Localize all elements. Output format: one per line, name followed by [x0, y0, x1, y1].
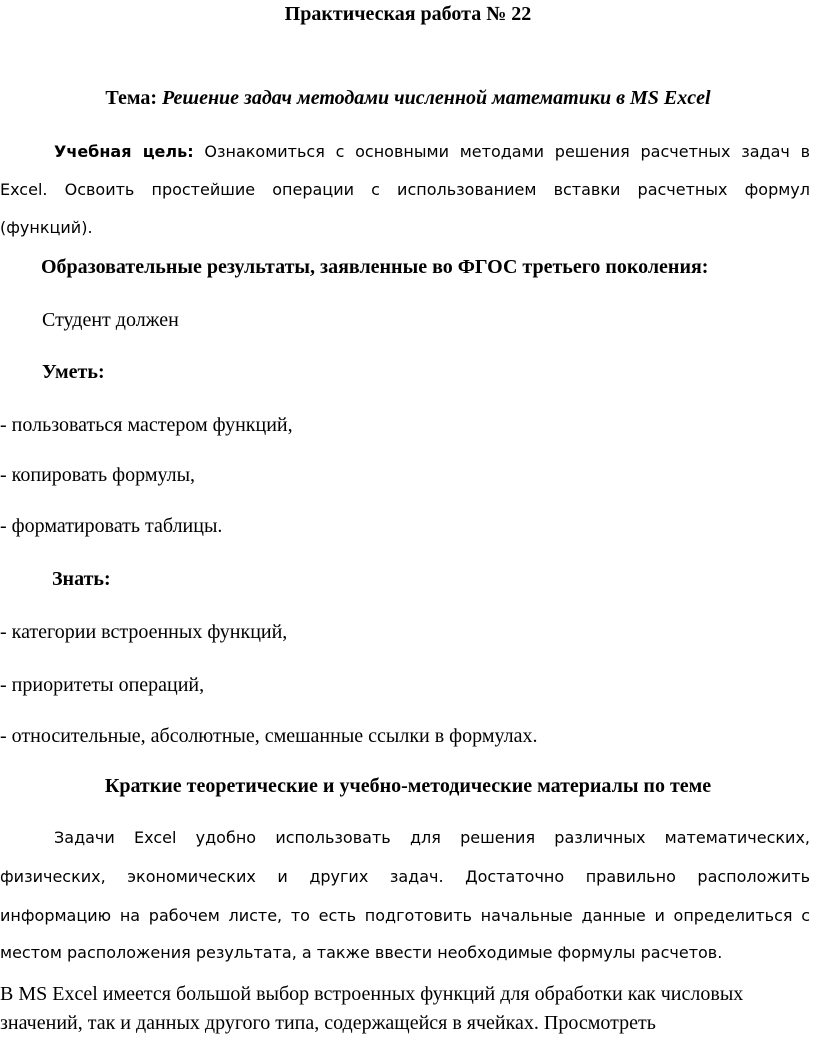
theory-para2-line-1: В MS Excel имеется большой выбор встроенных функций для обработки как числовых [0, 983, 744, 1005]
theory-para1-line-3 [0, 906, 810, 925]
topic-text: Решение задач методами численной математики в MS Excel [162, 87, 711, 109]
skill-item-1: - пользоваться мастером функций, [0, 414, 293, 436]
results-heading: Образовательные результаты, заявленные во ФГОС третьего поколения: [41, 256, 709, 278]
knowledge-item-1: - категории встроенных функций, [0, 621, 288, 643]
knowledge-item-3: - относительные, абсолютные, смешанные ссылки в формулах. [0, 725, 538, 747]
theory-heading: Краткие теоретические и учебно-методические материалы по теме [104, 775, 712, 797]
knowledge-heading: Знать: [52, 568, 111, 590]
theory-text: информацию на рабочем листе, то есть подготовить начальные данные и определиться с [0, 906, 810, 925]
theory-text: физических, экономических и других задач. Достаточно правильно расположить [0, 867, 810, 886]
skills-heading: Уметь: [42, 361, 105, 383]
theory-para1-line-4: местом расположения результата, а также ввести необходимые формулы расчетов. [0, 943, 723, 962]
theory-para2-line-2: значений, так и данных другого типа, содержащейся в ячейках. Просмотреть [0, 1012, 656, 1034]
skill-item-3: - форматировать таблицы. [0, 515, 223, 537]
theory-para1-line-1 [0, 828, 810, 847]
goal-text-2: Excel. Освоить простейшие операции с использованием вставки расчетных формул [0, 180, 810, 199]
goal-line-3: (функций). [0, 218, 93, 237]
theory-para1-line-2 [0, 867, 810, 886]
student-must: Студент должен [42, 309, 179, 331]
topic-label: Тема: [105, 87, 158, 109]
goal-line-1 [0, 142, 810, 161]
goal-label: Учебная цель: [54, 142, 194, 161]
document-title: Практическая работа № 22 [284, 3, 532, 25]
knowledge-item-2: - приоритеты операций, [0, 674, 205, 696]
theory-text: Задачи Excel удобно использовать для решения различных математических, [54, 828, 810, 847]
topic-line [0, 87, 816, 110]
skill-item-2: - копировать формулы, [0, 464, 196, 486]
goal-text-1: Ознакомиться с основными методами решения расчетных задач в [204, 142, 810, 161]
goal-line-2 [0, 180, 810, 199]
